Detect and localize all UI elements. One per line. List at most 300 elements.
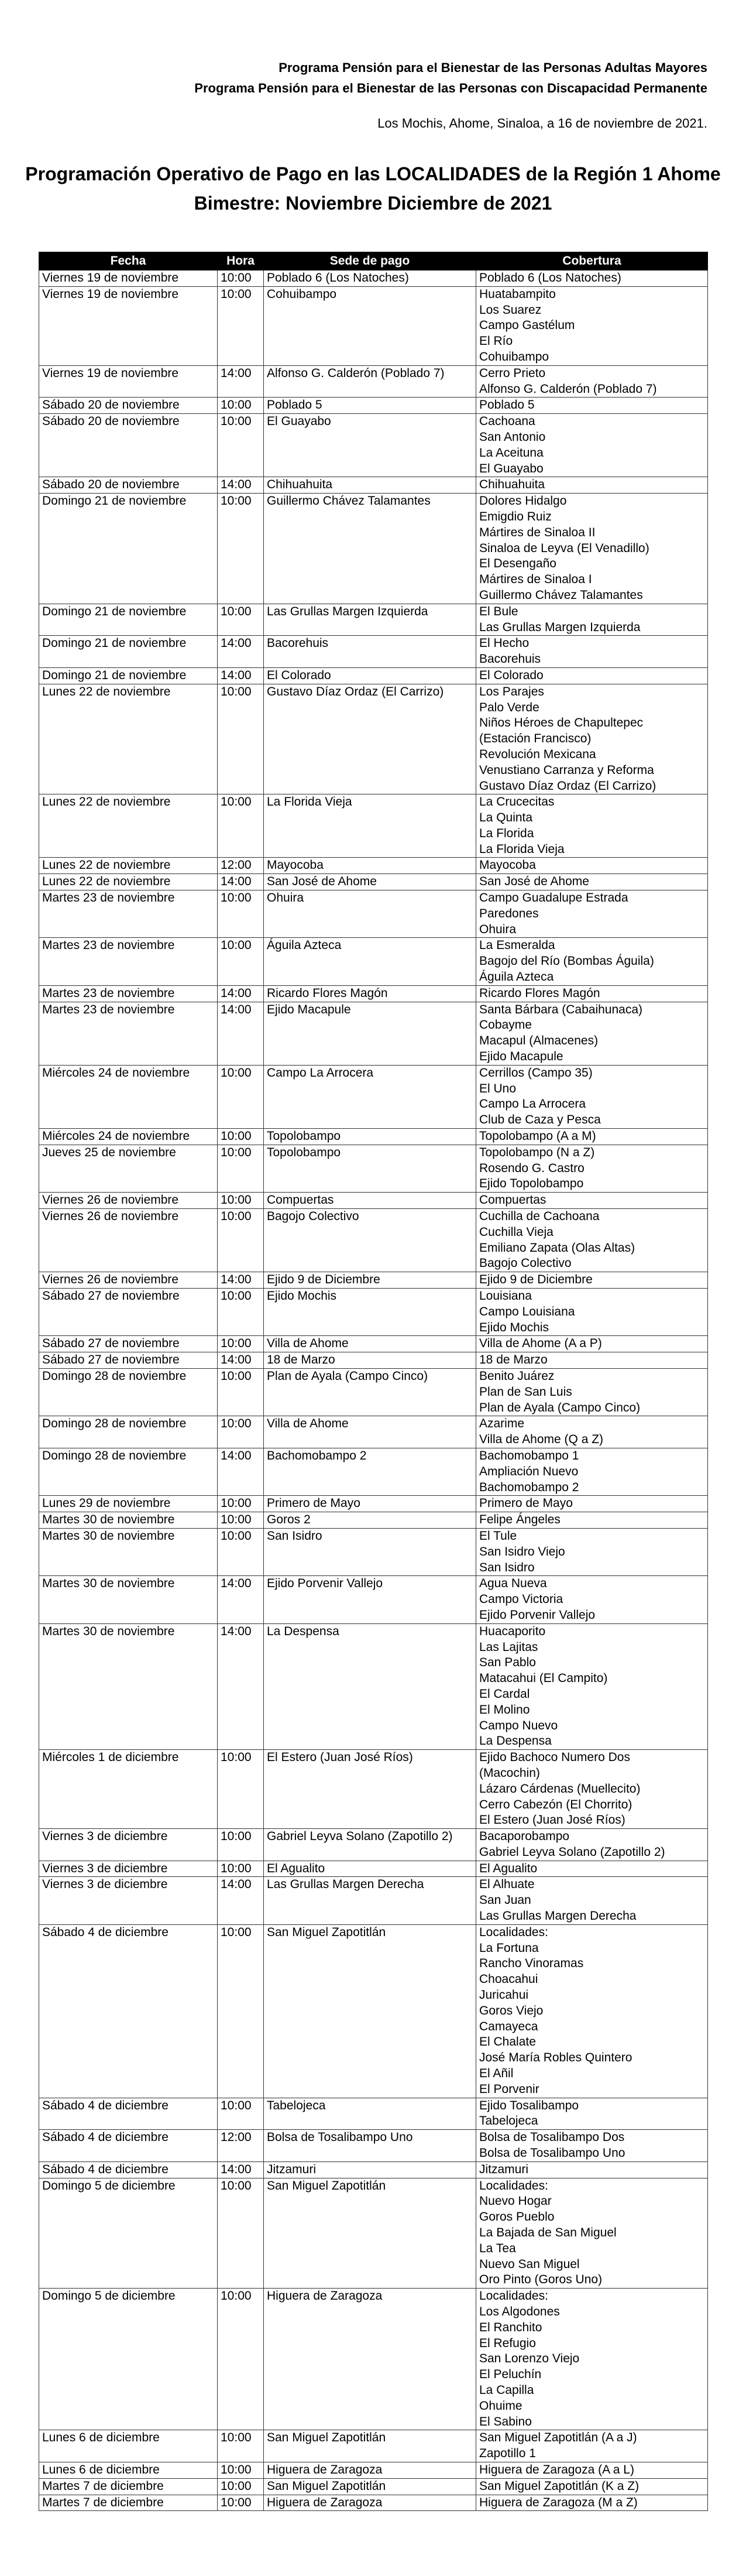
cobertura-locality: Ejido Porvenir Vallejo [479, 1608, 596, 1622]
cobertura-locality: Lázaro Cárdenas (Muellecito) [479, 1782, 641, 1796]
table-row [39, 2495, 708, 2511]
cobertura-locality: San Miguel Zapotitlán (K a Z) [479, 2479, 640, 2493]
cell-fecha: Viernes 26 de noviembre [39, 1193, 218, 1209]
table-row [39, 2462, 708, 2478]
cobertura-locality: Gustavo Díaz Ordaz (El Carrizo) [479, 779, 656, 793]
cell-hora: 10:00 [218, 604, 264, 636]
cell-hora: 10:00 [218, 286, 264, 365]
table-row [39, 985, 708, 1002]
column-header-fecha: Fecha [39, 252, 218, 270]
cell-cobertura [476, 684, 708, 794]
cobertura-locality: Matacahui (El Campito) [479, 1671, 608, 1686]
cell-fecha: Sábado 20 de noviembre [39, 477, 218, 494]
cell-cobertura [476, 1336, 708, 1352]
table-row [39, 286, 708, 365]
cobertura-locality: Guillermo Chávez Talamantes [479, 588, 643, 602]
cell-hora: 10:00 [218, 1512, 264, 1529]
cell-sede: Ricardo Flores Magón [264, 985, 476, 1002]
table-row [39, 1209, 708, 1272]
cell-hora: 14:00 [218, 1272, 264, 1289]
table-row [39, 1002, 708, 1065]
cobertura-locality: Alfonso G. Calderón (Poblado 7) [479, 382, 657, 396]
cell-cobertura [476, 1877, 708, 1924]
table-row [39, 858, 708, 874]
cobertura-locality: Bagojo del Río (Bombas Águila) [479, 954, 654, 968]
cobertura-locality: San Pablo [479, 1656, 536, 1670]
cell-sede: Águila Azteca [264, 938, 476, 985]
cell-hora: 10:00 [218, 2462, 264, 2478]
cell-fecha: Sábado 4 de diciembre [39, 2161, 218, 2178]
cell-hora: 10:00 [218, 2098, 264, 2130]
table-row [39, 1416, 708, 1448]
cell-hora: 14:00 [218, 477, 264, 494]
cobertura-locality: Cachoana [479, 415, 535, 429]
cell-fecha: Martes 30 de noviembre [39, 1576, 218, 1623]
cell-fecha: Lunes 6 de diciembre [39, 2430, 218, 2462]
cell-sede: Ejido Porvenir Vallejo [264, 1576, 476, 1623]
table-row [39, 874, 708, 890]
cell-sede: Goros 2 [264, 1512, 476, 1529]
cobertura-locality: Azarime [479, 1417, 525, 1431]
cell-cobertura [476, 1065, 708, 1128]
cobertura-locality: Los Algodones [479, 2305, 560, 2318]
cell-sede: San José de Ahome [264, 874, 476, 890]
cell-hora: 10:00 [218, 1193, 264, 1209]
cobertura-locality: Campo Gastélum [479, 318, 575, 333]
cobertura-locality: Ejido Bachoco Numero Dos [479, 1751, 630, 1765]
table-row [39, 1352, 708, 1369]
cobertura-locality: Palo Verde [479, 700, 539, 714]
cobertura-locality: La Esmeralda [479, 938, 555, 953]
cell-cobertura [476, 365, 708, 398]
cell-cobertura [476, 1750, 708, 1829]
cell-cobertura [476, 2478, 708, 2495]
cobertura-locality: Plan de San Luis [479, 1385, 572, 1399]
cobertura-locality: Ampliación Nuevo [479, 1464, 579, 1478]
cell-hora: 10:00 [218, 2495, 264, 2511]
cell-hora: 10:00 [218, 2178, 264, 2289]
cobertura-locality: Bolsa de Tosalibampo Uno [479, 2146, 625, 2160]
cell-cobertura [476, 2462, 708, 2478]
cobertura-locality: Goros Pueblo [479, 2210, 555, 2224]
table-row [39, 494, 708, 604]
cell-cobertura [476, 874, 708, 890]
cobertura-locality: Cuchilla de Cachoana [479, 1210, 600, 1224]
cell-cobertura [476, 1193, 708, 1209]
cell-cobertura [476, 794, 708, 858]
table-row [39, 365, 708, 398]
cobertura-locality: Rancho Vinoramas [479, 1957, 584, 1971]
document-title [0, 159, 746, 218]
cobertura-locality: Juricahui [479, 1988, 529, 2002]
cell-sede: San Miguel Zapotitlán [264, 2478, 476, 2495]
cobertura-locality: Camayeca [479, 2019, 538, 2033]
cobertura-locality: Goros Viejo [479, 2003, 544, 2017]
table-row [39, 2478, 708, 2495]
cell-cobertura [476, 985, 708, 1002]
cobertura-locality: Niños Héroes de Chapultepec [479, 716, 644, 730]
cobertura-locality: Ohuime [479, 2399, 522, 2413]
cell-cobertura [476, 2289, 708, 2430]
cell-fecha: Domingo 28 de noviembre [39, 1416, 218, 1448]
cell-hora: 14:00 [218, 1877, 264, 1924]
table-row [39, 2161, 708, 2178]
cell-cobertura [476, 938, 708, 985]
cell-hora: 14:00 [218, 985, 264, 1002]
cobertura-locality: Cohuibampo [479, 350, 549, 364]
cobertura-locality: San Lorenzo Viejo [479, 2352, 580, 2366]
cell-sede: Villa de Ahome [264, 1336, 476, 1352]
cell-sede: Topolobampo [264, 1129, 476, 1145]
cobertura-locality: San Isidro Viejo [479, 1544, 565, 1558]
cell-fecha: Domingo 28 de noviembre [39, 1368, 218, 1416]
cell-cobertura [476, 1289, 708, 1336]
cell-cobertura [476, 1002, 708, 1065]
cobertura-locality: Cuchilla Vieja [479, 1225, 554, 1239]
cell-fecha: Lunes 22 de noviembre [39, 858, 218, 874]
cell-fecha: Domingo 21 de noviembre [39, 604, 218, 636]
cell-fecha: Martes 7 de diciembre [39, 2478, 218, 2495]
cell-cobertura [476, 270, 708, 287]
cell-cobertura [476, 1416, 708, 1448]
cobertura-locality: Ejido Tosalibampo [479, 2098, 579, 2112]
table-row [39, 938, 708, 985]
cobertura-locality: El Colorado [479, 668, 544, 682]
cell-hora: 14:00 [218, 667, 264, 684]
cobertura-locality: El Guayabo [479, 461, 544, 475]
cobertura-locality: Bolsa de Tosalibampo Dos [479, 2130, 625, 2145]
cell-sede: Villa de Ahome [264, 1416, 476, 1448]
cobertura-locality: Emigdio Ruiz [479, 509, 552, 523]
table-row [39, 667, 708, 684]
cell-sede: Topolobampo [264, 1145, 476, 1192]
cell-cobertura [476, 414, 708, 477]
cell-fecha: Domingo 5 de diciembre [39, 2289, 218, 2430]
cobertura-locality: Campo Guadalupe Estrada [479, 891, 628, 905]
cobertura-locality: Los Suarez [479, 303, 542, 317]
cell-hora: 10:00 [218, 1145, 264, 1192]
table-row [39, 1750, 708, 1829]
cell-hora: 10:00 [218, 270, 264, 287]
cell-sede: Ohuira [264, 890, 476, 938]
cobertura-locality: Bagojo Colectivo [479, 1256, 572, 1270]
table-row [39, 1861, 708, 1877]
cobertura-locality: Agua Nueva [479, 1577, 547, 1591]
cobertura-locality: Bacorehuis [479, 652, 541, 666]
cobertura-locality: Macapul (Almacenes) [479, 1034, 599, 1048]
cell-cobertura [476, 2178, 708, 2289]
table-row [39, 1193, 708, 1209]
table-row [39, 890, 708, 938]
table-row [39, 2098, 708, 2130]
table-row [39, 1528, 708, 1575]
cell-cobertura [476, 1209, 708, 1272]
table-row [39, 477, 708, 494]
cell-fecha: Viernes 19 de noviembre [39, 270, 218, 287]
cell-fecha: Sábado 27 de noviembre [39, 1352, 218, 1369]
cell-hora: 10:00 [218, 494, 264, 604]
cobertura-locality: Mártires de Sinaloa II [479, 525, 596, 539]
cobertura-locality: El Estero (Juan José Ríos) [479, 1813, 625, 1827]
cell-cobertura [476, 1576, 708, 1623]
cell-hora: 10:00 [218, 1861, 264, 1877]
cell-hora: 10:00 [218, 890, 264, 938]
cell-sede: El Guayabo [264, 414, 476, 477]
table-row [39, 1065, 708, 1128]
cell-fecha: Viernes 3 de diciembre [39, 1861, 218, 1877]
cobertura-locality: Higuera de Zaragoza (M a Z) [479, 2495, 638, 2509]
cell-cobertura [476, 1352, 708, 1369]
cobertura-locality: Las Lajitas [479, 1640, 538, 1654]
cell-sede: El Agualito [264, 1861, 476, 1877]
cell-sede: Bachomobampo 2 [264, 1448, 476, 1495]
cobertura-locality: Cerrillos (Campo 35) [479, 1066, 593, 1080]
cell-hora: 10:00 [218, 398, 264, 414]
cobertura-locality: Rosendo G. Castro [479, 1161, 585, 1175]
cell-hora: 10:00 [218, 684, 264, 794]
cell-cobertura [476, 1861, 708, 1877]
cobertura-locality: Ejido 9 de Diciembre [479, 1273, 593, 1287]
cobertura-locality: El Refugio [479, 2336, 536, 2350]
cobertura-locality: Campo La Arrocera [479, 1097, 586, 1111]
cobertura-locality: La Tea [479, 2241, 516, 2255]
table-row [39, 636, 708, 668]
cell-sede: Gabriel Leyva Solano (Zapotillo 2) [264, 1829, 476, 1861]
cell-sede: Poblado 5 [264, 398, 476, 414]
cell-hora: 14:00 [218, 2161, 264, 2178]
table-row [39, 1877, 708, 1924]
cobertura-locality: Campo Louisiana [479, 1304, 575, 1318]
cell-sede: La Despensa [264, 1623, 476, 1749]
cobertura-locality: Jitzamuri [479, 2162, 529, 2176]
cell-fecha: Sábado 27 de noviembre [39, 1289, 218, 1336]
cell-sede: Las Grullas Margen Derecha [264, 1877, 476, 1924]
cell-hora: 10:00 [218, 1416, 264, 1448]
cobertura-locality: Poblado 5 [479, 398, 535, 412]
cobertura-locality: El Sabino [479, 2414, 532, 2428]
cell-hora: 14:00 [218, 874, 264, 890]
table-row [39, 2289, 708, 2430]
cell-sede: El Estero (Juan José Ríos) [264, 1750, 476, 1829]
cobertura-locality: Gabriel Leyva Solano (Zapotillo 2) [479, 1845, 665, 1859]
cell-cobertura [476, 667, 708, 684]
table-row [39, 1829, 708, 1861]
cobertura-locality: Huacaporito [479, 1624, 546, 1638]
cell-hora: 10:00 [218, 1528, 264, 1575]
cell-sede: Tabelojeca [264, 2098, 476, 2130]
cell-fecha: Viernes 26 de noviembre [39, 1209, 218, 1272]
cell-fecha: Martes 30 de noviembre [39, 1528, 218, 1575]
table-row [39, 1576, 708, 1623]
cobertura-locality: San José de Ahome [479, 875, 589, 889]
cobertura-locality: Mártires de Sinaloa I [479, 573, 592, 587]
program-line-2: Programa Pensión para el Bienestar de las Personas con Discapacidad Permanente [194, 81, 707, 95]
cell-hora: 10:00 [218, 2430, 264, 2462]
cobertura-locality: Villa de Ahome (Q a Z) [479, 1433, 604, 1447]
cell-sede: Compuertas [264, 1193, 476, 1209]
cell-fecha: Martes 23 de noviembre [39, 938, 218, 985]
cell-fecha: Miércoles 24 de noviembre [39, 1065, 218, 1128]
cell-fecha: Martes 7 de diciembre [39, 2495, 218, 2511]
cell-sede: La Florida Vieja [264, 794, 476, 858]
cell-hora: 10:00 [218, 2289, 264, 2430]
cell-hora: 10:00 [218, 1209, 264, 1272]
cobertura-locality: Campo Victoria [479, 1592, 563, 1606]
column-header-sede: Sede de pago [264, 252, 476, 270]
cobertura-locality: El Desengaño [479, 557, 556, 571]
cobertura-locality: Nuevo San Miguel [479, 2257, 580, 2271]
cobertura-locality: La Quinta [479, 811, 533, 825]
cell-fecha: Jueves 25 de noviembre [39, 1145, 218, 1192]
cobertura-locality: Emiliano Zapata (Olas Altas) [479, 1241, 635, 1255]
table-header-row [39, 252, 708, 270]
table-row [39, 1623, 708, 1749]
table-row [39, 684, 708, 794]
cobertura-locality: La Capilla [479, 2383, 534, 2397]
cell-hora: 14:00 [218, 636, 264, 668]
cell-sede: Ejido 9 de Diciembre [264, 1272, 476, 1289]
cobertura-locality: Cobayme [479, 1018, 532, 1032]
title-line-1: Programación Operativo de Pago en las LOCALIDADES de la Región 1 Ahome [25, 163, 721, 184]
cell-sede: Cohuibampo [264, 286, 476, 365]
cell-sede: San Miguel Zapotitlán [264, 1924, 476, 2098]
cobertura-locality: El Molino [479, 1703, 530, 1717]
column-header-cobertura: Cobertura [476, 252, 708, 270]
cell-hora: 10:00 [218, 1496, 264, 1512]
program-header [194, 57, 707, 98]
cell-cobertura [476, 2161, 708, 2178]
cell-fecha: Domingo 21 de noviembre [39, 636, 218, 668]
table-row [39, 1512, 708, 1529]
table-row [39, 1336, 708, 1352]
cobertura-locality: La Florida [479, 826, 534, 840]
cell-cobertura [476, 2430, 708, 2462]
cobertura-locality: El Uno [479, 1081, 517, 1095]
cell-hora: 14:00 [218, 365, 264, 398]
column-header-hora: Hora [218, 252, 264, 270]
cell-fecha: Miércoles 1 de diciembre [39, 1750, 218, 1829]
cell-hora: 14:00 [218, 1576, 264, 1623]
cell-fecha: Martes 23 de noviembre [39, 985, 218, 1002]
table-row [39, 1924, 708, 2098]
cobertura-locality: Cerro Prieto [479, 366, 546, 380]
cobertura-locality: 18 de Marzo [479, 1353, 548, 1367]
table-row [39, 604, 708, 636]
cell-cobertura [476, 2098, 708, 2130]
cell-fecha: Martes 23 de noviembre [39, 890, 218, 938]
cobertura-locality: Localidades: [479, 1925, 548, 1939]
cell-fecha: Lunes 29 de noviembre [39, 1496, 218, 1512]
cell-hora: 14:00 [218, 1448, 264, 1495]
cobertura-locality: El Añil [479, 2067, 514, 2081]
cell-cobertura [476, 636, 708, 668]
cell-hora: 10:00 [218, 1129, 264, 1145]
cell-hora: 10:00 [218, 1368, 264, 1416]
cell-sede: El Colorado [264, 667, 476, 684]
cobertura-locality: Bacaporobampo [479, 1830, 570, 1844]
cobertura-locality: Nuevo Hogar [479, 2194, 552, 2208]
table-row [39, 794, 708, 858]
cell-fecha: Viernes 19 de noviembre [39, 365, 218, 398]
cobertura-locality: La Despensa [479, 1734, 552, 1748]
cobertura-locality: Ejido Topolobampo [479, 1177, 584, 1191]
cobertura-locality: Bachomobampo 1 [479, 1448, 579, 1462]
cobertura-locality: Choacahui [479, 1972, 538, 1986]
cell-cobertura [476, 1528, 708, 1575]
cell-sede: San Miguel Zapotitlán [264, 2430, 476, 2462]
cell-fecha: Sábado 20 de noviembre [39, 414, 218, 477]
cobertura-locality: San Juan [479, 1893, 531, 1907]
cobertura-locality: Ejido Macapule [479, 1050, 563, 1064]
cell-cobertura [476, 477, 708, 494]
cell-sede: Higuera de Zaragoza [264, 2462, 476, 2478]
cobertura-locality: Club de Caza y Pesca [479, 1113, 601, 1127]
cobertura-locality: Huatabampito [479, 287, 556, 301]
cell-hora: 10:00 [218, 1829, 264, 1861]
cell-sede: Guillermo Chávez Talamantes [264, 494, 476, 604]
cell-cobertura [476, 1368, 708, 1416]
cell-cobertura [476, 286, 708, 365]
table-row [39, 1145, 708, 1192]
cell-hora: 10:00 [218, 1924, 264, 2098]
cell-hora: 10:00 [218, 1065, 264, 1128]
cell-fecha: Viernes 3 de diciembre [39, 1877, 218, 1924]
cell-cobertura [476, 2130, 708, 2162]
cobertura-locality: El Agualito [479, 1861, 538, 1875]
table-row [39, 1496, 708, 1512]
cell-hora: 10:00 [218, 1336, 264, 1352]
cell-fecha: Domingo 5 de diciembre [39, 2178, 218, 2289]
cell-fecha: Sábado 4 de diciembre [39, 2098, 218, 2130]
table-row [39, 1289, 708, 1336]
cobertura-locality: Sinaloa de Leyva (El Venadillo) [479, 541, 649, 555]
table-row [39, 398, 708, 414]
cell-fecha: Lunes 22 de noviembre [39, 874, 218, 890]
cell-fecha: Martes 30 de noviembre [39, 1623, 218, 1749]
cobertura-locality: Localidades: [479, 2289, 548, 2303]
cell-hora: 10:00 [218, 2478, 264, 2495]
cell-sede: Las Grullas Margen Izquierda [264, 604, 476, 636]
cell-fecha: Viernes 19 de noviembre [39, 286, 218, 365]
cobertura-locality: El Hecho [479, 636, 530, 650]
cobertura-locality: Ohuira [479, 922, 517, 936]
cell-sede: Primero de Mayo [264, 1496, 476, 1512]
cobertura-locality: Las Grullas Margen Derecha [479, 1909, 637, 1923]
cell-cobertura [476, 2495, 708, 2511]
cell-fecha: Sábado 4 de diciembre [39, 2130, 218, 2162]
table-row [39, 2430, 708, 2462]
table-row [39, 1129, 708, 1145]
cell-sede: San Miguel Zapotitlán [264, 2178, 476, 2289]
cell-sede: Campo La Arrocera [264, 1065, 476, 1128]
cobertura-locality: Louisiana [479, 1289, 532, 1303]
cell-fecha: Lunes 22 de noviembre [39, 794, 218, 858]
cobertura-locality: Higuera de Zaragoza (A a L) [479, 2462, 634, 2476]
cobertura-locality: El Peluchín [479, 2368, 542, 2382]
cobertura-locality: Poblado 6 (Los Natoches) [479, 271, 621, 285]
cobertura-locality: San Antonio [479, 430, 546, 444]
cell-sede: San Isidro [264, 1528, 476, 1575]
cobertura-locality: (Macochin) [479, 1766, 540, 1780]
cobertura-locality: El Chalate [479, 2035, 536, 2049]
cell-sede: Chihuahuita [264, 477, 476, 494]
table-row [39, 1368, 708, 1416]
cobertura-locality: Benito Juárez [479, 1369, 555, 1383]
program-line-1: Programa Pensión para el Bienestar de las Personas Adultas Mayores [279, 60, 707, 75]
cobertura-locality: Cerro Cabezón (El Chorrito) [479, 1797, 632, 1811]
cobertura-locality: Ricardo Flores Magón [479, 986, 600, 1000]
cobertura-locality: Campo Nuevo [479, 1718, 558, 1732]
